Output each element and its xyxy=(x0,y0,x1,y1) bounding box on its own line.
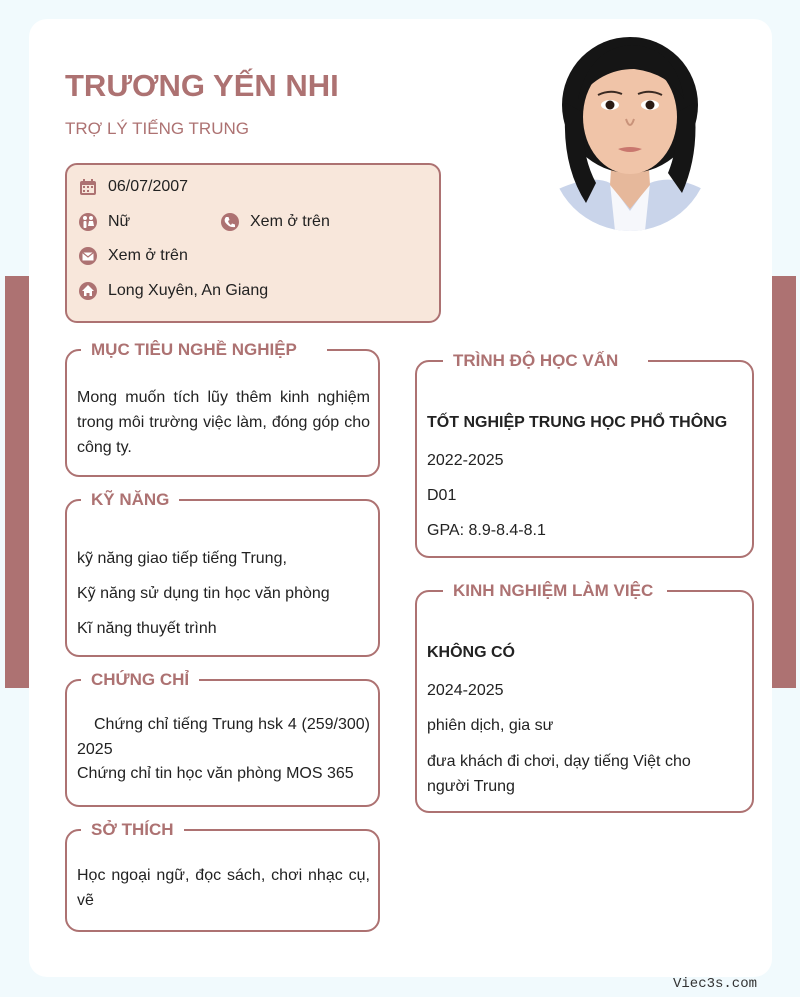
skill-item: kỹ năng giao tiếp tiếng Trung, xyxy=(77,550,287,567)
candidate-role: TRỢ LÝ TIẾNG TRUNG xyxy=(65,119,249,138)
candidate-name: TRƯƠNG YẾN NHI xyxy=(65,68,339,103)
skill-item: Kĩ năng thuyết trình xyxy=(77,620,217,637)
gender-value: Nữ xyxy=(108,213,131,230)
dob-row xyxy=(78,177,188,197)
experience-position: phiên dịch, gia sư xyxy=(427,717,554,734)
phone-value: Xem ở trên xyxy=(250,213,330,230)
objective-text: Mong muốn tích lũy thêm kinh nghiệm trong môi trường việc làm, đóng góp cho công ty. xyxy=(77,389,370,456)
education-section xyxy=(415,351,754,558)
skills-section xyxy=(65,490,380,657)
hobbies-section xyxy=(65,820,380,932)
envelope-icon xyxy=(78,246,98,266)
home-icon xyxy=(78,281,98,301)
email-row xyxy=(78,246,188,266)
gender-row xyxy=(78,212,130,232)
left-accent-band xyxy=(5,276,29,688)
profile-photo xyxy=(550,33,710,231)
objective-title: MỤC TIÊU NGHỀ NGHIỆP xyxy=(81,339,327,361)
address-row xyxy=(78,281,268,301)
certificates-section xyxy=(65,670,380,807)
experience-years: 2024-2025 xyxy=(427,682,504,699)
skill-item: Kỹ năng sử dụng tin học văn phòng xyxy=(77,585,330,602)
gender-icon xyxy=(78,212,98,232)
phone-row xyxy=(220,212,330,232)
experience-section xyxy=(415,581,754,813)
email-value: Xem ở trên xyxy=(108,247,188,264)
personal-info-box xyxy=(65,163,441,323)
experience-company: KHÔNG CÓ xyxy=(427,644,515,661)
education-years: 2022-2025 xyxy=(427,452,504,469)
skills-title: KỸ NĂNG xyxy=(81,489,179,511)
hobbies-text: Học ngoại ngữ, đọc sách, chơi nhạc cụ, vẽ xyxy=(77,867,370,909)
education-school: TỐT NGHIỆP TRUNG HỌC PHỔ THÔNG xyxy=(427,414,728,431)
calendar-icon xyxy=(78,177,98,197)
objective-section xyxy=(65,340,380,477)
hobbies-title: SỞ THÍCH xyxy=(81,819,184,841)
education-gpa: GPA: 8.9-8.4-8.1 xyxy=(427,522,546,539)
dob-value: 06/07/2007 xyxy=(108,178,189,195)
experience-title: KINH NGHIỆM LÀM VIỆC xyxy=(443,580,667,602)
certificate-item: Chứng chỉ tin học văn phòng MOS 365 xyxy=(77,765,354,782)
education-title: TRÌNH ĐỘ HỌC VẤN xyxy=(443,350,648,372)
phone-icon xyxy=(220,212,240,232)
certificates-title: CHỨNG CHỈ xyxy=(81,669,199,691)
education-block: D01 xyxy=(427,487,457,504)
certificate-item: Chứng chỉ tiếng Trung hsk 4 (259/300) 2025 xyxy=(77,716,370,758)
address-value: Long Xuyên, An Giang xyxy=(108,282,269,299)
experience-description: đưa khách đi chơi, dạy tiếng Việt cho người Trung xyxy=(427,753,691,795)
watermark: Viec3s.com xyxy=(673,976,758,992)
right-accent-band xyxy=(772,276,796,688)
